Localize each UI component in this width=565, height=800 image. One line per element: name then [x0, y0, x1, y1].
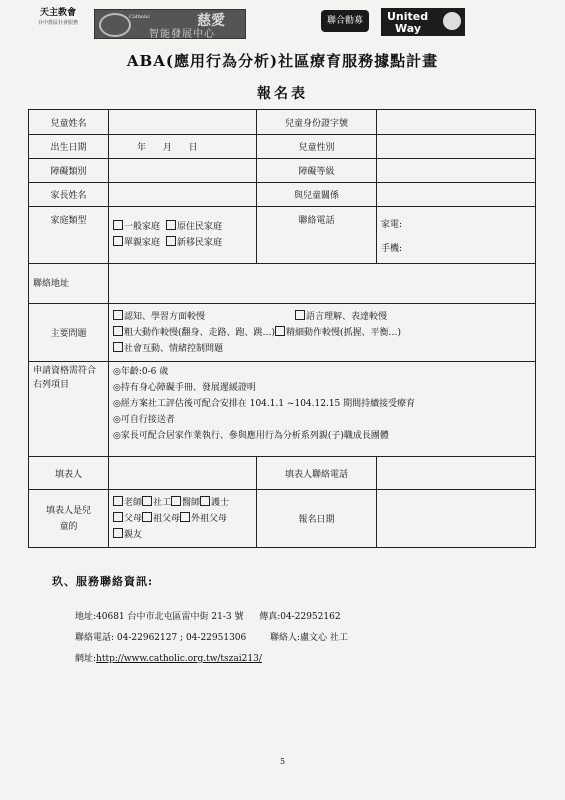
- main-issue-label: 主要問題: [29, 304, 109, 362]
- child-gender-label: 兒童性別: [257, 135, 377, 159]
- united-fund-logo: 聯合勸募: [321, 10, 369, 32]
- disability-level-label: 障礙等級: [257, 159, 377, 183]
- birth-date-label: 出生日期: [29, 135, 109, 159]
- child-gender-field[interactable]: [377, 135, 536, 159]
- relation-label: 與兒童關係: [257, 183, 377, 207]
- swirl-icon: [99, 13, 131, 37]
- filler-relation-label: 填表人是兒童的: [29, 490, 109, 548]
- option-indigenous-family: 原住民家庭: [177, 222, 223, 232]
- checkbox[interactable]: [142, 496, 152, 506]
- mobile-label: 手機:: [381, 244, 403, 254]
- church-logo-line1: 天主教會: [39, 8, 76, 18]
- document-title: ABA(應用行為分析)社區療育服務據點計畫: [126, 52, 439, 70]
- option-relatives: 親友: [124, 529, 143, 540]
- page-number: 5: [279, 757, 286, 766]
- family-type-label: 家庭類型: [29, 207, 109, 264]
- filler-phone-field[interactable]: [377, 457, 536, 490]
- disability-type-label: 障礙類別: [29, 159, 109, 183]
- option-parents: 父母: [124, 513, 143, 524]
- child-id-label: 兒童身份證字號: [257, 110, 377, 135]
- option-fine-motor: 精細動作較慢(抓握、平衡…): [286, 327, 402, 338]
- option-teacher: 老師: [124, 497, 143, 508]
- filler-label: 填表人: [29, 457, 109, 490]
- family-type-options: [109, 207, 257, 264]
- option-gross-motor: 粗大動作較慢(翻身、走路、跑、跳…): [124, 327, 276, 338]
- option-social-worker: 社工: [153, 497, 172, 508]
- relation-field[interactable]: [377, 183, 536, 207]
- disability-level-field[interactable]: [377, 159, 536, 183]
- qualification-list: [109, 362, 536, 457]
- contact-address: 地址:40681 台中市北屯區雷中街 21-3 號: [75, 612, 244, 622]
- qualification-item: ◎家長可配合居家作業執行、參與應用行為分析系列親(子)職成長團體: [113, 431, 389, 441]
- disability-type-field[interactable]: [109, 159, 257, 183]
- form-title: 報名表: [257, 86, 308, 102]
- option-general-family: 一般家庭: [124, 222, 161, 232]
- phone-line: [75, 630, 348, 643]
- church-logo-line2: 台中教區社會服務: [37, 20, 78, 26]
- church-logo: [28, 8, 88, 38]
- center-logo-big: 慈愛: [197, 13, 225, 29]
- checkbox[interactable]: [113, 512, 123, 522]
- option-cognition: 認知、學習方面較慢: [124, 311, 206, 322]
- center-logo-sub: 智能發展中心: [149, 29, 215, 40]
- address-field[interactable]: [109, 264, 536, 304]
- checkbox[interactable]: [113, 496, 123, 506]
- checkbox[interactable]: [113, 220, 123, 230]
- child-id-field[interactable]: [377, 110, 536, 135]
- qualification-item: ◎可自行接送者: [113, 415, 175, 425]
- checkbox[interactable]: [200, 496, 210, 506]
- birth-date-field[interactable]: [109, 135, 257, 159]
- checkbox[interactable]: [113, 236, 123, 246]
- checkbox[interactable]: [166, 236, 176, 246]
- option-language: 語言理解、表達較慢: [306, 311, 388, 322]
- option-grandparents: 祖父母: [153, 513, 181, 524]
- contact-person: 聯絡人:盧文心 社工: [270, 633, 348, 643]
- qualification-item: ◎持有身心障礙手冊、發展遲緩證明: [113, 383, 256, 393]
- checkbox[interactable]: [113, 310, 123, 320]
- checkbox[interactable]: [275, 326, 285, 336]
- signup-date-field[interactable]: [377, 490, 536, 548]
- united-way-line2: Way: [395, 22, 421, 35]
- header-logos-left: [28, 8, 233, 40]
- qualification-label: 申請資格需符合右列項目: [29, 362, 109, 457]
- qualification-item: ◎年齡:0-6 歲: [113, 367, 169, 377]
- home-phone-label: 家電:: [381, 220, 403, 230]
- filler-phone-label: 填表人聯絡電話: [257, 457, 377, 490]
- contact-fax: 傳真:04-22952162: [259, 612, 341, 622]
- qualification-item: ◎經方案社工評估後可配合安排在 104.1.1 ~104.12.15 期間持續接受療育: [113, 399, 416, 409]
- filler-field[interactable]: [109, 457, 257, 490]
- registration-form: [28, 109, 536, 548]
- option-nurse: 護士: [211, 497, 230, 508]
- signup-date-label: 報名日期: [257, 490, 377, 548]
- checkbox[interactable]: [180, 512, 190, 522]
- united-way-logo: [381, 8, 465, 36]
- checkbox[interactable]: [171, 496, 181, 506]
- checkbox[interactable]: [142, 512, 152, 522]
- center-logo-small: Catholic: [129, 14, 151, 20]
- child-name-label: 兒童姓名: [29, 110, 109, 135]
- option-maternal-grandparents: 外祖父母: [191, 513, 228, 524]
- united-way-line1: United: [387, 10, 429, 23]
- website-link[interactable]: http://www.catholic.org.tw/tszai213/: [96, 654, 262, 664]
- filler-relation-options: [109, 490, 257, 548]
- service-contact-heading: 玖、服務聯絡資訊:: [52, 575, 154, 588]
- address-label: 聯絡地址: [29, 264, 109, 304]
- option-immigrant-family: 新移民家庭: [177, 238, 223, 248]
- center-logo: [94, 9, 246, 39]
- checkbox[interactable]: [113, 528, 123, 538]
- checkbox[interactable]: [113, 326, 123, 336]
- contact-phone: 聯絡電話: 04-22962127 ; 04-22951306: [75, 633, 247, 643]
- parent-name-label: 家長姓名: [29, 183, 109, 207]
- option-single-parent: 單親家庭: [124, 238, 161, 248]
- address-line: [75, 609, 341, 622]
- child-name-field[interactable]: [109, 110, 257, 135]
- contact-phone-field[interactable]: [377, 207, 536, 264]
- website-label: 網址:: [75, 654, 97, 664]
- parent-name-field[interactable]: [109, 183, 257, 207]
- checkbox[interactable]: [295, 310, 305, 320]
- main-issue-options: [109, 304, 536, 362]
- checkbox[interactable]: [166, 220, 176, 230]
- option-social-emotional: 社會互動、情緒控制問題: [124, 343, 224, 354]
- hand-icon: [443, 12, 461, 30]
- website-line: [75, 651, 262, 664]
- option-doctor: 醫師: [182, 497, 201, 508]
- checkbox[interactable]: [113, 342, 123, 352]
- contact-phone-label: 聯絡電話: [257, 207, 377, 264]
- birth-date-placeholder: 年 月 日: [137, 143, 198, 153]
